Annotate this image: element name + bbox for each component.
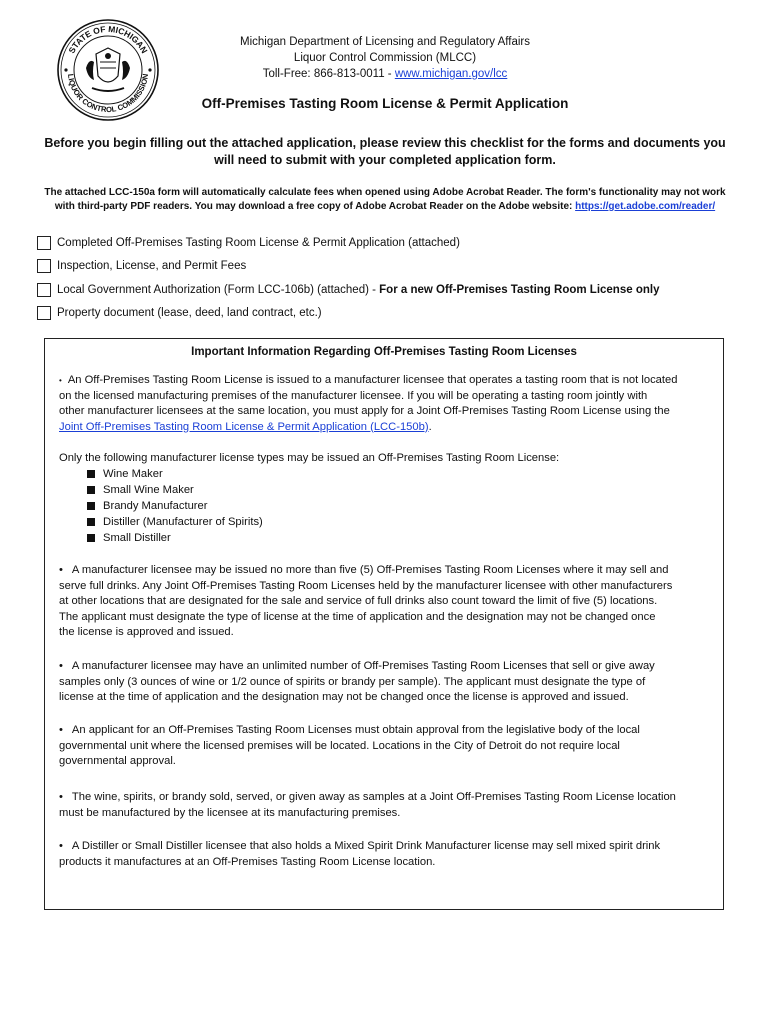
bullet-icon: • (59, 840, 63, 852)
para-line: The applicant must designate the type of license at the time of application and the designation may not be changed once (59, 610, 656, 623)
para-line: other manufacturer licensees at the same location, you must apply for a Joint Off-Premises Tasting Room License using the (59, 405, 670, 417)
info-paragraph (59, 659, 711, 706)
info-paragraph (59, 563, 711, 641)
info-paragraph (59, 839, 711, 870)
para-line (59, 373, 711, 389)
acrobat-line: The attached LCC-150a form will automatically calculate fees when opened using Adobe Acrobat Reader. The form's functionality may not work (44, 187, 726, 198)
checklist-label: Completed Off-Premises Tasting Room License & Permit Application (attached) (57, 237, 460, 249)
intro-text (30, 135, 740, 169)
para-line: must be manufactured by the licensee at its manufacturing premises. (59, 806, 401, 819)
info-paragraph (59, 373, 711, 435)
square-bullet-icon (87, 486, 95, 494)
para-line (59, 790, 711, 806)
para-text: . (428, 420, 432, 433)
list-item-label: Distiller (Manufacturer of Spirits) (103, 516, 263, 528)
para-line: serve full drinks. Any Joint Off-Premises Tasting Room Licenses held by the manufacturer licensee with other manufacturers (59, 579, 673, 592)
bullet-icon: • (59, 791, 63, 803)
acrobat-line-text: with third-party PDF readers. You may download a free copy of Adobe Acrobat Reader on the Adobe website: (54, 201, 576, 212)
para-line: at other locations that are designated for the sale and service of full drinks also count toward the limit of five (5) locations. (59, 595, 658, 607)
adobe-reader-link[interactable]: https://get.adobe.com/reader/ (575, 201, 716, 212)
para-line (59, 420, 711, 436)
contact-line (160, 67, 610, 83)
para-line: license at the time of application and the designation may not be changed once the license is approved and issued. (59, 691, 629, 703)
license-types-intro: Only the following manufacturer license types may be issued an Off-Premises Tasting Room License: (59, 452, 560, 464)
checklist-item-property-document[interactable] (37, 305, 322, 321)
info-box-title: Important Information Regarding Off-Premises Tasting Room Licenses (191, 346, 577, 358)
para-text: A manufacturer licensee may have an unlimited number of Off-Premises Tasting Room Licenses that sell or give away (71, 660, 655, 672)
important-information-box (44, 338, 724, 910)
toll-free-number: Toll-Free: 866-813-0011 - (262, 68, 395, 80)
agency-name: Michigan Department of Licensing and Regulatory Affairs (239, 36, 530, 48)
lcc-150b-link[interactable]: Joint Off-Premises Tasting Room License & Permit Application (LCC-150b) (59, 420, 429, 433)
list-item (87, 482, 263, 498)
para-line: the license is approved and issued. (59, 626, 234, 638)
list-item-label: Small Distiller (103, 532, 171, 544)
checklist-item-local-government[interactable] (37, 282, 659, 298)
list-item-label: Brandy Manufacturer (103, 500, 208, 512)
para-line (59, 723, 711, 739)
square-bullet-icon (87, 470, 95, 478)
list-item-label: Small Wine Maker (103, 484, 194, 496)
para-line: on the licensed manufacturing premises of the manufacturer licensee. If you will be operating a tasting room jointly with (59, 389, 648, 402)
page-title: Off-Premises Tasting Room License & Permit Application (201, 96, 569, 111)
list-item (87, 466, 263, 482)
para-line (59, 839, 711, 855)
bullet-icon: • (59, 564, 63, 576)
license-type-list (87, 466, 263, 546)
bullet-icon: • (59, 724, 63, 736)
square-bullet-icon (87, 518, 95, 526)
intro-line: Before you begin filling out the attached application, please review this checklist for the forms and documents you (44, 136, 726, 150)
para-line: samples only (3 ounces of wine or 1/2 ounce of spirits or brandy per sample). The applicant must designate the type of (59, 675, 646, 688)
para-text: An applicant for an Off-Premises Tasting Room Licenses must obtain approval from the legislative body of the local (71, 724, 640, 736)
square-bullet-icon (87, 534, 95, 542)
svg-text:STATE OF MICHIGAN: STATE OF MICHIGAN (66, 23, 150, 55)
list-item (87, 498, 263, 514)
checkbox[interactable] (37, 259, 51, 273)
checklist-label: Property document (lease, deed, land contract, etc.) (57, 307, 322, 319)
bullet-icon: • (59, 376, 62, 385)
checklist-label: Inspection, License, and Permit Fees (57, 260, 247, 272)
list-item (87, 530, 263, 546)
checkbox[interactable] (37, 306, 51, 320)
para-line (59, 563, 711, 579)
info-paragraph (59, 790, 711, 821)
info-paragraph (59, 723, 711, 770)
bullet-icon: • (59, 660, 63, 672)
checklist-note: For a new Off-Premises Tasting Room License only (379, 284, 660, 296)
para-line: governmental unit where the licensed premises will be located. Locations in the City of Detroit do not require local (59, 739, 620, 752)
para-line: products it manufactures at an Off-Premises Tasting Room License location. (59, 855, 436, 868)
checklist-item-application[interactable] (37, 235, 460, 251)
checklist-label: Local Government Authorization (Form LCC-106b) (attached) - (57, 284, 380, 296)
para-line: governmental approval. (59, 755, 176, 767)
para-text: The wine, spirits, or brandy sold, served, or given away as samples at a Joint Off-Premises Tasting Room License location (71, 791, 676, 803)
acrobat-notice (22, 186, 748, 214)
checkbox[interactable] (37, 236, 51, 250)
website-link[interactable]: www.michigan.gov/lcc (394, 68, 508, 80)
acrobat-line (22, 200, 748, 214)
para-text: An Off-Premises Tasting Room License is issued to a manufacturer licensee that operates a tasting room that is not located (67, 374, 678, 386)
para-text: A manufacturer licensee may be issued no more than five (5) Off-Premises Tasting Room Licenses where it may sell and (71, 564, 669, 576)
svg-text:LIQUOR CONTROL COMMISSION: LIQUOR CONTROL COMMISSION (66, 73, 151, 115)
square-bullet-icon (87, 502, 95, 510)
intro-line: will need to submit with your completed application form. (214, 153, 556, 167)
list-item (87, 514, 263, 530)
checkbox[interactable] (37, 283, 51, 297)
list-item-label: Wine Maker (103, 468, 163, 480)
para-text: A Distiller or Small Distiller licensee that also holds a Mixed Spirit Drink Manufacturer license may sell mixed spirit drink (71, 840, 661, 852)
commission-name: Liquor Control Commission (MLCC) (293, 52, 477, 64)
para-line (59, 659, 711, 675)
checklist-item-fees[interactable] (37, 258, 246, 274)
